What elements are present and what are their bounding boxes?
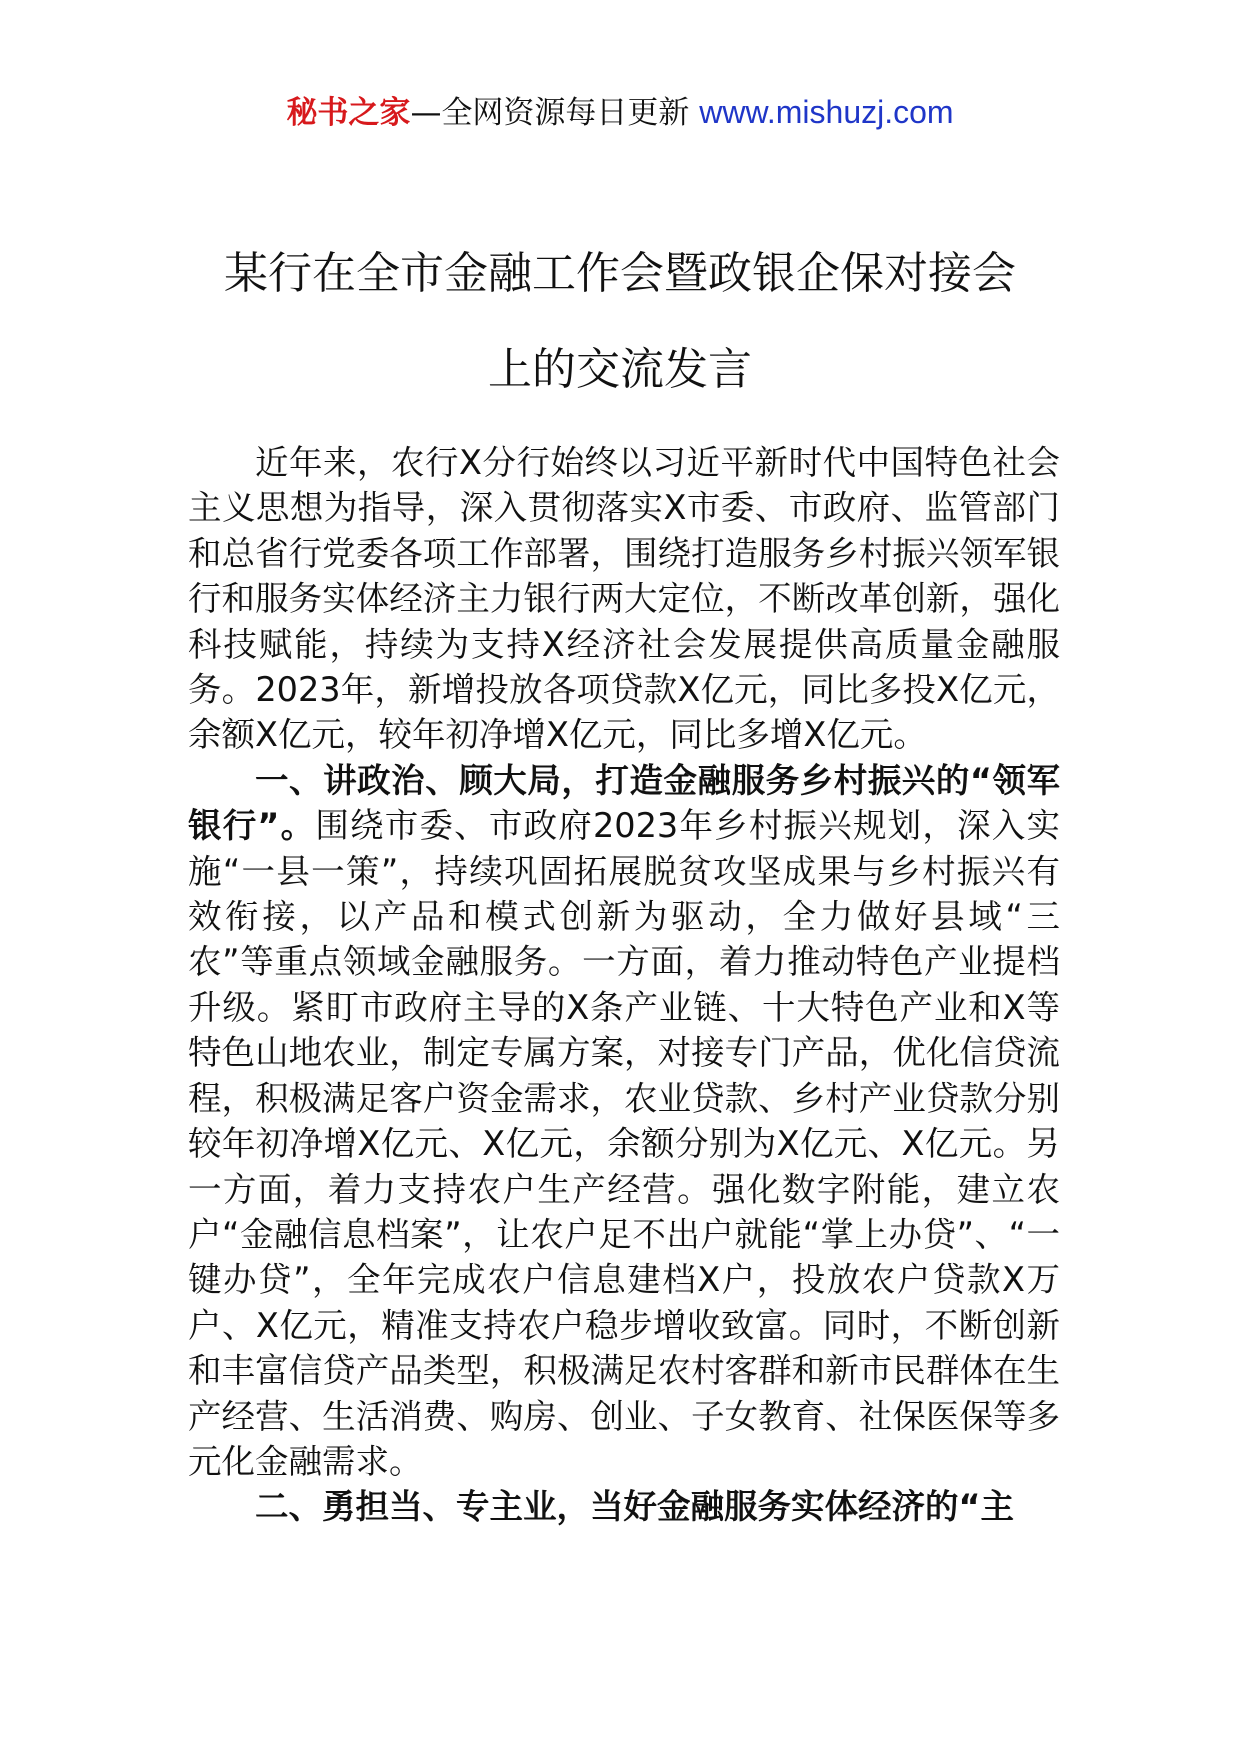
document-title-line-2: 上的交流发言 (488, 344, 752, 395)
document-title-line-1: 某行在全市金融工作会暨政银企保对接会 (224, 248, 1016, 299)
document-title (150, 226, 1090, 418)
paragraph-text: 近年来，农行X分行始终以习近平新时代中国特色社会主义思想为指导，深入贯彻落实X市委、市政府、监管部门和总省行党委各项工作部署，围绕打造服务乡村振兴领军银行和服务实体经济主力银行两大定位，不断改革创新，强化科技赋能，持续为支持X经济社会发展提供高质量金融服务。2023年，新增投放各项贷款X亿元，同比多投X亿元，余额X亿元，较年初净增X亿元，同比多增X亿元。 (188, 443, 1060, 755)
document-body (188, 440, 1060, 1530)
site-url-link[interactable]: www.mishuzj.com (699, 94, 954, 130)
site-brand: 秘书之家 (286, 95, 411, 131)
section-heading: 二、勇担当、专主业，当好金融服务实体经济的“主 (255, 1487, 1015, 1527)
section-heading: 一、讲政治、顾大局，打造金融服务乡村振兴的“领军银行”。 (188, 760, 1060, 846)
paragraph-intro (188, 440, 1060, 758)
paragraph-text: 围绕市委、市政府2023年乡村振兴规划，深入实施“一县一策”，持续巩固拓展脱贫攻坚成果与乡村振兴有效衔接，以产品和模式创新为驱动，全力做好县域“三农”等重点领域金融服务。一方面，着力推动特色产业提档升级。紧盯市政府主导的X条产业链、十大特色产业和X等特色山地农业，制定专属方案，对接专门产品，优化信贷流程，积极满足客户资金需求，农业贷款、乡村产业贷款分别较年初净增X亿元、X亿元，余额分别为X亿元、X亿元。另一方面，着力支持农户生产经营。强化数字附能，建立农户“金融信息档案”，让农户足不出户就能“掌上办贷”、“一键办贷”，全年完成农户信息建档X户，投放农户贷款X万户、X亿元，精准支持农户稳步增收致富。同时，不断创新和丰富信贷产品类型，积极满足农村客群和新市民群体在生产经营、生活消费、购房、创业、子女教育、社保医保等多元化金融需求。 (188, 806, 1060, 1481)
paragraph-section-1 (188, 758, 1060, 1485)
paragraph-section-2 (188, 1484, 1060, 1529)
site-header (0, 92, 1240, 133)
site-tagline: —全网资源每日更新 (410, 95, 690, 131)
